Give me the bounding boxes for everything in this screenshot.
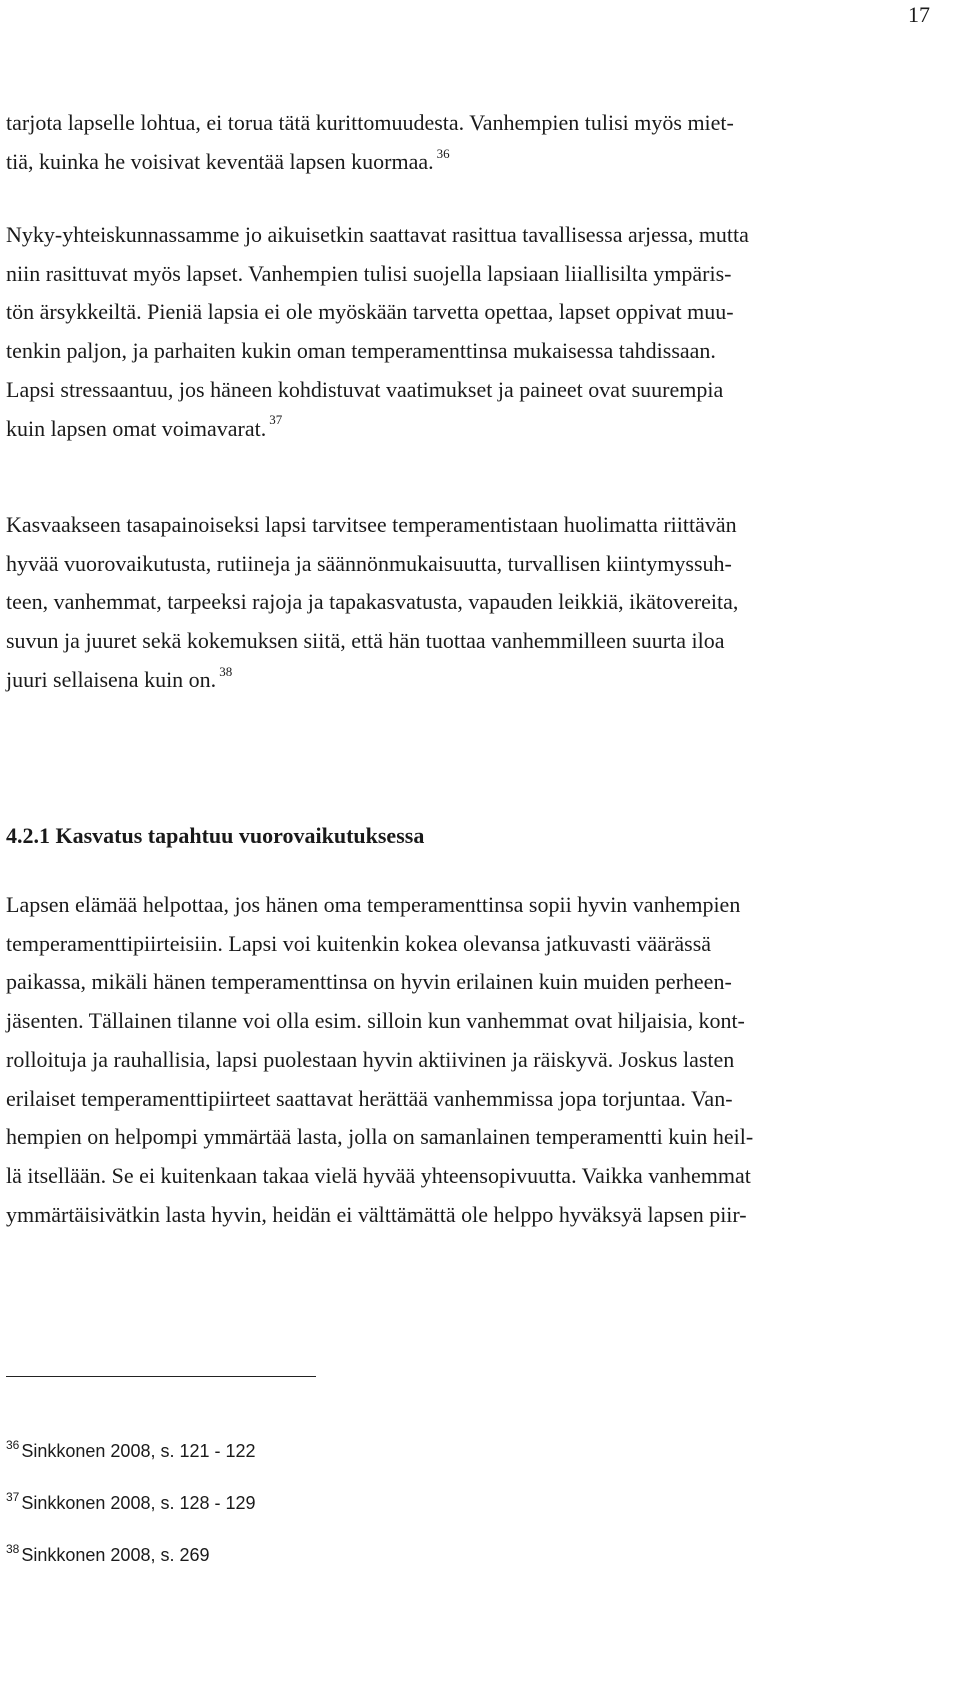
page-number: 17 <box>908 2 930 27</box>
text-line: lä itsellään. Se ei kuitenkaan takaa vielä hyvää yhteensopivuutta. Vaikka vanhemmat <box>6 1162 751 1188</box>
text-line: tarjota lapselle lohtua, ei torua tätä kurittomuudesta. Vanhempien tulisi myös miet- <box>6 110 734 135</box>
text-line: Lapsi stressaantuu, jos häneen kohdistuvat vaatimukset ja paineet ovat suurempia <box>6 376 724 402</box>
footnote-ref-38[interactable]: 38 <box>219 663 233 679</box>
text-line: tön ärsykkeiltä. Pieniä lapsia ei ole myöskään tarvetta opettaa, lapset oppivat muu- <box>6 299 734 325</box>
text-line <box>6 143 936 182</box>
text-line: Nyky-yhteiskunnassamme jo aikuisetkin saattavat rasittua tavallisessa arjessa, mutta <box>6 222 749 247</box>
text-line: temperamenttipiirteisiin. Lapsi voi kuitenkin kokea olevansa jatkuvasti väärässä <box>6 930 712 956</box>
text-line: ymmärtäisivätkin lasta hyvin, heidän ei välttämättä ole helppo hyväksyä lapsen piir- <box>6 1201 747 1227</box>
text-line: Lapsen elämää helpottaa, jos hänen oma temperamenttinsa sopii hyvin vanhempien <box>6 892 741 917</box>
text-line: hyvää vuorovaikutusta, rutiineja ja säännönmukaisuutta, turvallisen kiintymyssuh- <box>6 550 732 576</box>
text-line: tenkin paljon, ja parhaiten kukin oman temperamenttinsa mukaisessa tahdissaan. <box>6 338 716 364</box>
text-line <box>6 661 936 700</box>
section-title: Kasvatus tapahtuu vuorovaikutuksessa <box>55 823 425 848</box>
footnote-text: Sinkkonen 2008, s. 269 <box>21 1545 210 1565</box>
footnote-number: 37 <box>6 1489 20 1504</box>
footnote-number: 38 <box>6 1541 20 1556</box>
text-line: niin rasittuvat myös lapset. Vanhempien tulisi suojella lapsiaan liiallisilta ympäris- <box>6 260 732 286</box>
text-line-content: kuin lapsen omat voimavarat. <box>6 415 267 441</box>
footnote-separator <box>6 1376 316 1377</box>
footnote-ref-36[interactable]: 36 <box>436 145 450 161</box>
text-line: paikassa, mikäli hänen temperamenttinsa on hyvin erilainen kuin muiden perheen- <box>6 969 732 995</box>
text-line: jäsenten. Tällainen tilanne voi olla esim. silloin kun vanhemmat ovat hiljaisia, kont- <box>6 1008 745 1034</box>
footnote-text: Sinkkonen 2008, s. 121 - 122 <box>21 1441 256 1461</box>
footnote-36 <box>6 1437 256 1462</box>
section-number: 4.2.1 <box>6 823 50 848</box>
footnote-38 <box>6 1541 210 1566</box>
text-line: Kasvaakseen tasapainoiseksi lapsi tarvitsee temperamentistaan huolimatta riittävän <box>6 512 737 537</box>
text-line: suvun ja juuret sekä kokemuksen siitä, että hän tuottaa vanhemmilleen suurta iloa <box>6 628 725 654</box>
text-line-content: juuri sellaisena kuin on. <box>6 666 217 692</box>
footnote-ref-37[interactable]: 37 <box>269 412 283 428</box>
text-line-content: tiä, kuinka he voisivat keventää lapsen kuormaa. <box>6 148 434 174</box>
paragraph-3 <box>6 506 936 700</box>
text-line <box>6 410 936 449</box>
text-line: rolloituja ja rauhallisia, lapsi puolestaan hyvin aktiivinen ja räiskyvä. Joskus lasten <box>6 1046 735 1072</box>
footnote-37 <box>6 1489 256 1514</box>
paragraph-2 <box>6 216 936 448</box>
footnote-text: Sinkkonen 2008, s. 128 - 129 <box>21 1493 256 1513</box>
footnote-number: 36 <box>6 1437 20 1452</box>
section-heading <box>6 823 424 849</box>
text-line: teen, vanhemmat, tarpeeksi rajoja ja tapakasvatusta, vapauden leikkiä, ikätovereita, <box>6 589 739 615</box>
section-paragraph <box>6 886 936 1234</box>
text-line: hempien on helpompi ymmärtää lasta, jolla on samanlainen temperamentti kuin heil- <box>6 1124 754 1150</box>
paragraph-1 <box>6 104 936 181</box>
text-line: erilaiset temperamenttipiirteet saattavat herättää vanhemmissa jopa torjuntaa. Van- <box>6 1085 733 1111</box>
